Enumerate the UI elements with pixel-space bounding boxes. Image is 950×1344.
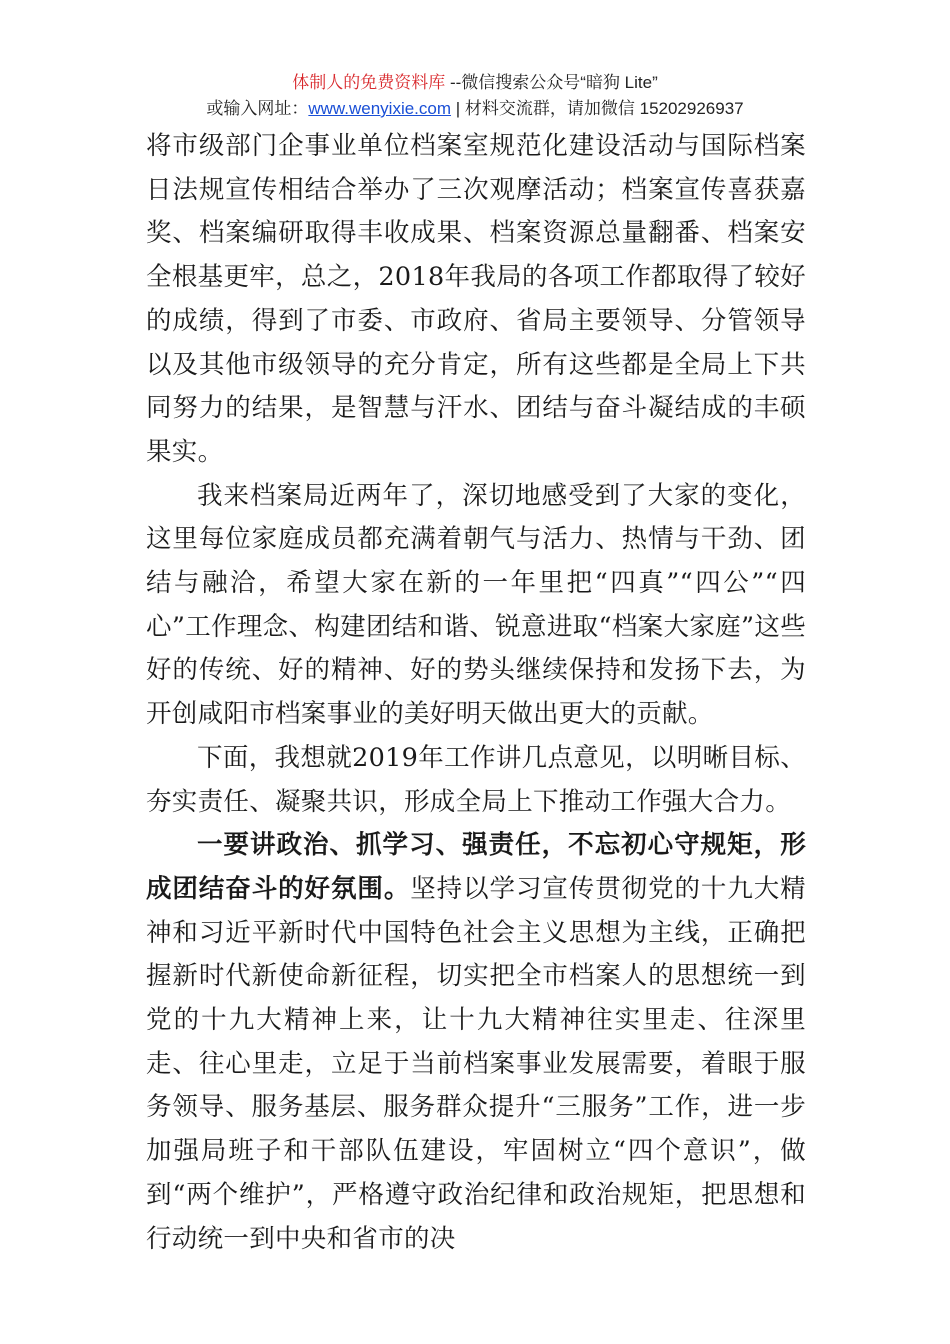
- header-slogan: --微信搜索公众号“暗狗 Lite”: [449, 73, 658, 92]
- paragraph-1: 将市级部门企事业单位档案室规范化建设活动与国际档案日法规宣传相结合举办了三次观摩活动；档案宣传喜获嘉奖、档案编研取得丰收成果、档案资源总量翻番、档案安全根基更牢，总之，2018年我局的各项工作都取得了较好的成绩，得到了市委、市政府、省局主要领导、分管领导以及其他市级领导的充分肯定，所有这些都是全局上下共同努力的结果，是智慧与汗水、团结与奋斗凝结成的丰硕果实。: [146, 131, 806, 467]
- header-contact: 材料交流群，请加微信 15202926937: [464, 99, 744, 118]
- header-url-prefix: 或输入网址：: [206, 99, 309, 118]
- paragraph-2: 我来档案局近两年了，深切地感受到了大家的变化，这里每位家庭成员都充满着朝气与活力、热情与干劲、团结与融洽，希望大家在新的一年里把“四真”“四公”“四心”工作理念、构建团结和谐、锐意进取“档案大家庭”这些好的传统、好的精神、好的势头继续保持和发扬下去，为开创咸阳市档案事业的美好明天做出更大的贡献。: [146, 480, 806, 730]
- paragraph-3: 下面，我想就2019年工作讲几点意见，以明晰目标、夯实责任、凝聚共识，形成全局上下推动工作强大合力。: [146, 742, 806, 817]
- header-brand: 体制人的免费资料库: [292, 73, 446, 92]
- header-separator: |: [451, 99, 465, 118]
- header-line-1: [0, 70, 950, 96]
- header-url-link[interactable]: www.wenyixie.com: [308, 99, 452, 118]
- paragraph-4-heading: 一要讲政治、抓学习、强责任，不忘初心守规矩，形成团结奋斗的好氛围。: [146, 830, 806, 904]
- document-body: [146, 125, 806, 1261]
- paragraph-4-text: 坚持以学习宣传贯彻党的十九大精神和习近平新时代中国特色社会主义思想为主线，正确把握新时代新使命新征程，切实把全市档案人的思想统一到党的十九大精神上来，让十九大精神往实里走、往深里走、往心里走，立足于当前档案事业发展需要，着眼于服务领导、服务基层、服务群众提升“三服务”工作，进一步加强局班子和干部队伍建设，牢固树立“四个意识”，做到“两个维护”，严格遵守政治纪律和政治规矩，把思想和行动统一到中央和省市的决: [146, 873, 806, 1254]
- page-header: [0, 70, 950, 122]
- paragraph-4: [146, 824, 806, 1261]
- header-line-2: [0, 96, 950, 122]
